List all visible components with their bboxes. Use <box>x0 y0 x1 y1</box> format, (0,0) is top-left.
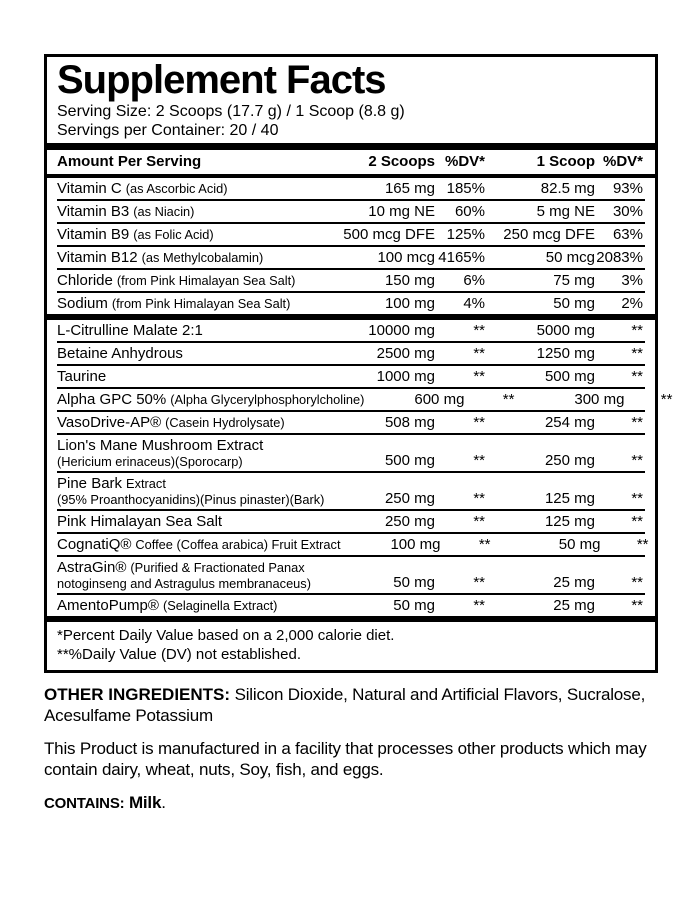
amount-1-scoop: 25 mg <box>553 574 595 591</box>
contains-value: Milk <box>128 793 162 812</box>
amount-2-scoops: 10000 mg <box>368 322 435 339</box>
header-1-scoop: 1 Scoop <box>536 153 595 170</box>
servings-per-container: Servings per Container: 20 / 40 <box>57 122 279 139</box>
serving-size: Serving Size: 2 Scoops (17.7 g) / 1 Scoop (8.8 g) <box>57 103 405 120</box>
dv-1-scoop: 93% <box>612 180 643 197</box>
dv-2-scoops: ** <box>473 490 485 507</box>
amount-1-scoop: 50 mg <box>558 536 601 553</box>
contains-label: CONTAINS: <box>44 795 125 812</box>
table-row <box>57 410 645 433</box>
ingredient-name: Taurine <box>57 368 107 385</box>
amount-1-scoop: 254 mg <box>544 414 595 431</box>
dv-2-scoops: ** <box>502 391 515 408</box>
dv-2-scoops: 6% <box>463 272 485 289</box>
amount-1-scoop: 25 mg <box>553 597 595 614</box>
other-ingredients-text: Silicon Dioxide, Natural and Artificial Flavors, Sucralose, Acesulfame Potassium <box>44 685 646 725</box>
amount-1-scoop: 50 mcg <box>545 249 595 266</box>
serving-info <box>57 102 645 140</box>
dv-1-scoop: ** <box>631 597 643 614</box>
amount-2-scoops: 50 mg <box>393 597 435 614</box>
header-2-scoops: 2 Scoops <box>368 153 435 170</box>
dv-1-scoop: 30% <box>612 203 643 220</box>
amount-2-scoops: 600 mg <box>414 391 465 408</box>
dv-2-scoops: ** <box>473 452 485 469</box>
header-amount-per-serving: Amount Per Serving <box>57 153 202 170</box>
dv-1-scoop: ** <box>631 368 643 385</box>
table-row <box>57 593 645 616</box>
dv-2-scoops: 60% <box>454 203 485 220</box>
dv-1-scoop: 3% <box>621 272 643 289</box>
dv-2-scoops: 4% <box>463 295 485 312</box>
table-row <box>57 199 645 222</box>
amount-2-scoops: 250 mg <box>384 490 435 507</box>
amount-2-scoops: 500 mg <box>384 452 435 469</box>
table-row <box>57 245 645 268</box>
table-row <box>57 387 673 410</box>
dv-1-scoop: ** <box>631 414 643 431</box>
actives-section <box>57 320 673 616</box>
divider-thick-top <box>47 143 655 150</box>
amount-2-scoops: 1000 mg <box>376 368 435 385</box>
amount-1-scoop: 500 mg <box>544 368 595 385</box>
dv-1-scoop: ** <box>631 574 643 591</box>
dv-2-scoops: ** <box>473 513 485 530</box>
amount-2-scoops: 100 mg <box>384 295 435 312</box>
ingredient-name: Sodium (from Pink Himalayan Sea Salt) <box>57 295 291 312</box>
ingredient-name: Vitamin B9 (as Folic Acid) <box>57 226 214 243</box>
dv-2-scoops: ** <box>473 368 485 385</box>
vitamins-minerals-section <box>57 178 645 314</box>
amount-1-scoop: 125 mg <box>544 490 595 507</box>
dv-1-scoop: 2% <box>621 295 643 312</box>
table-row <box>57 433 645 471</box>
ingredient-name: Pine Bark Extract (95% Proanthocyanidins)(Pinus pinaster)(Bark) <box>57 475 325 507</box>
dv-1-scoop: ** <box>631 513 643 530</box>
ingredient-name: AmentoPump® (Selaginella Extract) <box>57 597 278 614</box>
amount-2-scoops: 500 mcg DFE <box>343 226 435 243</box>
dv-2-scoops: 185% <box>446 180 485 197</box>
dv-1-scoop: ** <box>631 490 643 507</box>
amount-2-scoops: 10 mg NE <box>368 203 435 220</box>
table-row <box>57 532 649 555</box>
table-row <box>57 341 645 364</box>
amount-1-scoop: 82.5 mg <box>540 180 595 197</box>
dv-1-scoop: ** <box>631 322 643 339</box>
dv-1-scoop: ** <box>636 536 649 553</box>
other-ingredients-label: OTHER INGREDIENTS: <box>44 685 231 704</box>
ingredient-name: Alpha GPC 50% (Alpha Glycerylphosphorylcholine) <box>57 391 365 408</box>
amount-1-scoop: 5000 mg <box>536 322 595 339</box>
amount-2-scoops: 100 mg <box>390 536 441 553</box>
ingredient-name: CognatiQ® Coffee (Coffea arabica) Fruit Extract <box>57 536 341 553</box>
table-row <box>57 222 645 245</box>
table-row <box>57 509 645 532</box>
ingredient-name: Vitamin B12 (as Methylcobalamin) <box>57 249 264 266</box>
table-row <box>57 555 645 593</box>
table-row <box>57 268 645 291</box>
amount-2-scoops: 150 mg <box>384 272 435 289</box>
header-dv-1-scoop: %DV* <box>602 153 643 170</box>
amount-2-scoops: 508 mg <box>384 414 435 431</box>
amount-1-scoop: 250 mcg DFE <box>503 226 595 243</box>
dv-2-scoops: ** <box>473 414 485 431</box>
supplement-facts-panel <box>44 54 673 673</box>
dv-1-scoop: 63% <box>612 226 643 243</box>
amount-1-scoop: 300 mg <box>574 391 625 408</box>
table-row <box>57 471 645 509</box>
footnote-daily-value: *Percent Daily Value based on a 2,000 calorie diet. <box>57 627 395 644</box>
other-ingredients <box>44 684 666 726</box>
amount-2-scoops: 50 mg <box>393 574 435 591</box>
ingredient-name: Chloride (from Pink Himalayan Sea Salt) <box>57 272 296 289</box>
panel-title: Supplement Facts <box>57 58 386 102</box>
amount-1-scoop: 75 mg <box>553 272 595 289</box>
contains-statement <box>44 792 666 814</box>
ingredient-name: L-Citrulline Malate 2:1 <box>57 322 203 339</box>
table-row <box>57 291 645 314</box>
header-dv-2-scoops: %DV* <box>444 153 485 170</box>
dv-1-scoop: ** <box>631 452 643 469</box>
amount-1-scoop: 50 mg <box>553 295 595 312</box>
amount-1-scoop: 250 mg <box>544 452 595 469</box>
dv-2-scoops: 125% <box>446 226 485 243</box>
footnotes <box>57 622 645 670</box>
ingredient-name: Pink Himalayan Sea Salt <box>57 513 223 530</box>
dv-2-scoops: ** <box>473 574 485 591</box>
amount-1-scoop: 125 mg <box>544 513 595 530</box>
ingredient-name: Betaine Anhydrous <box>57 345 183 362</box>
amount-1-scoop: 5 mg NE <box>536 203 595 220</box>
dv-2-scoops: ** <box>473 345 485 362</box>
ingredient-name: AstraGin® (Purified & Fractionated Panax notoginseng and Astragulus membranaceus) <box>57 559 311 591</box>
dv-1-scoop: ** <box>660 391 673 408</box>
ingredient-name: Vitamin B3 (as Niacin) <box>57 203 195 220</box>
amount-2-scoops: 100 mcg <box>377 249 435 266</box>
facility-statement: This Product is manufactured in a facility that processes other products which may contain dairy, wheat, nuts, Soy, fish, and eggs. <box>44 739 647 779</box>
amount-2-scoops: 165 mg <box>384 180 435 197</box>
dv-2-scoops: 4165% <box>438 249 485 266</box>
dv-2-scoops: ** <box>473 597 485 614</box>
ingredient-name: Vitamin C (as Ascorbic Acid) <box>57 180 228 197</box>
ingredient-name: VasoDrive-AP® (Casein Hydrolysate) <box>57 414 285 431</box>
amount-1-scoop: 1250 mg <box>536 345 595 362</box>
dv-2-scoops: ** <box>473 322 485 339</box>
amount-2-scoops: 250 mg <box>384 513 435 530</box>
contains-period: . <box>161 793 166 812</box>
ingredient-name: Lion's Mane Mushroom Extract (Hericium erinaceus)(Sporocarp) <box>57 437 264 469</box>
table-row <box>57 364 645 387</box>
dv-1-scoop: 2083% <box>596 249 643 266</box>
table-row <box>57 178 645 199</box>
dv-1-scoop: ** <box>631 345 643 362</box>
label-footer <box>44 684 666 826</box>
table-row <box>57 320 645 341</box>
amount-2-scoops: 2500 mg <box>376 345 435 362</box>
footnote-not-established: **%Daily Value (DV) not established. <box>57 646 302 663</box>
dv-2-scoops: ** <box>478 536 491 553</box>
table-header-row <box>57 150 645 174</box>
